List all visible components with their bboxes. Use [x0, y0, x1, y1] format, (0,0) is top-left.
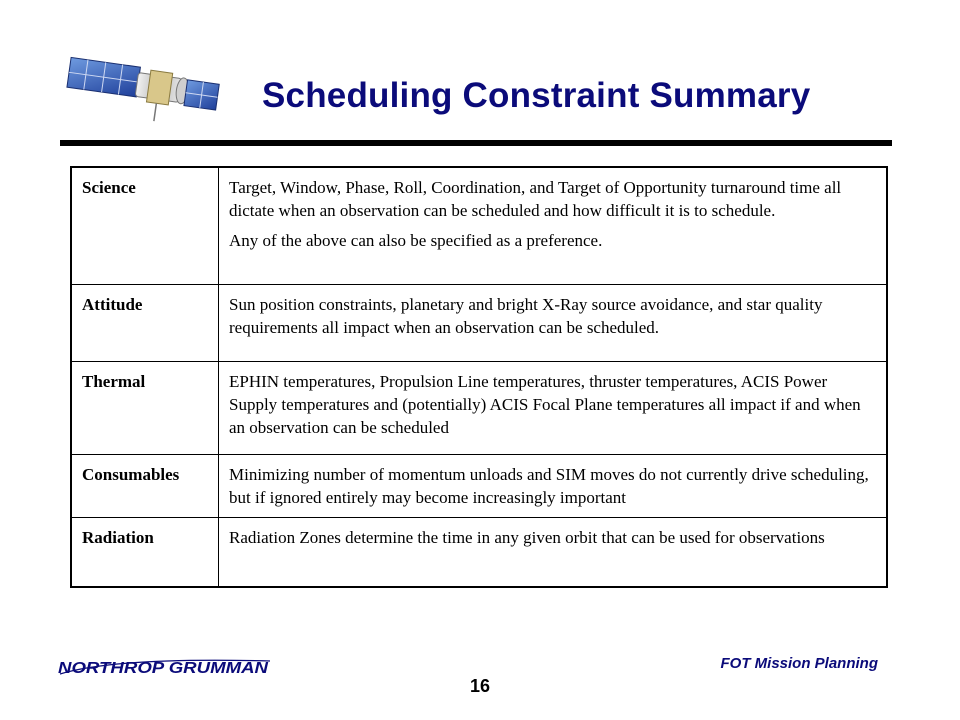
category-cell: Consumables: [71, 455, 219, 518]
category-cell: Science: [71, 167, 219, 285]
category-cell: Attitude: [71, 285, 219, 362]
description-text: Radiation Zones determine the time in any given orbit that can be used for observations: [229, 528, 825, 547]
description-text: Target, Window, Phase, Roll, Coordination, and Target of Opportunity turnaround time all dictate when an observation can be scheduled and how difficult it is to schedule.: [229, 178, 842, 220]
page-title: Scheduling Constraint Summary: [262, 76, 811, 115]
table-row: [71, 455, 887, 518]
description-cell: [219, 518, 888, 588]
table-row: [71, 285, 887, 362]
footer-department: FOT Mission Planning: [720, 655, 878, 672]
description-text: Sun position constraints, planetary and bright X-Ray source avoidance, and star quality requirements all impact when an observation can be scheduled.: [229, 295, 823, 337]
description-text: Any of the above can also be specified as a preference.: [229, 231, 603, 250]
table-row: [71, 518, 887, 588]
constraint-table: [70, 166, 888, 588]
category-cell: Thermal: [71, 362, 219, 455]
description-text: Minimizing number of momentum unloads and SIM moves do not currently drive scheduling, but if ignored entirely may become increasingly important: [229, 465, 869, 507]
category-cell: Radiation: [71, 518, 219, 588]
satellite-icon: [62, 52, 222, 132]
description-cell: [219, 362, 888, 455]
description-text: EPHIN temperatures, Propulsion Line temperatures, thruster temperatures, ACIS Power Supply temperatures and (potentially) ACIS Focal Plane temperatures all impact if and when an observation can be scheduled: [229, 372, 861, 437]
logo-text: NORTHROP GRUMMAN: [58, 660, 269, 677]
title-divider: [60, 140, 892, 146]
table-row: [71, 167, 887, 285]
table-row: [71, 362, 887, 455]
page-number: 16: [469, 676, 491, 696]
description-cell: [219, 285, 888, 362]
description-cell: [219, 167, 888, 285]
description-cell: [219, 455, 888, 518]
